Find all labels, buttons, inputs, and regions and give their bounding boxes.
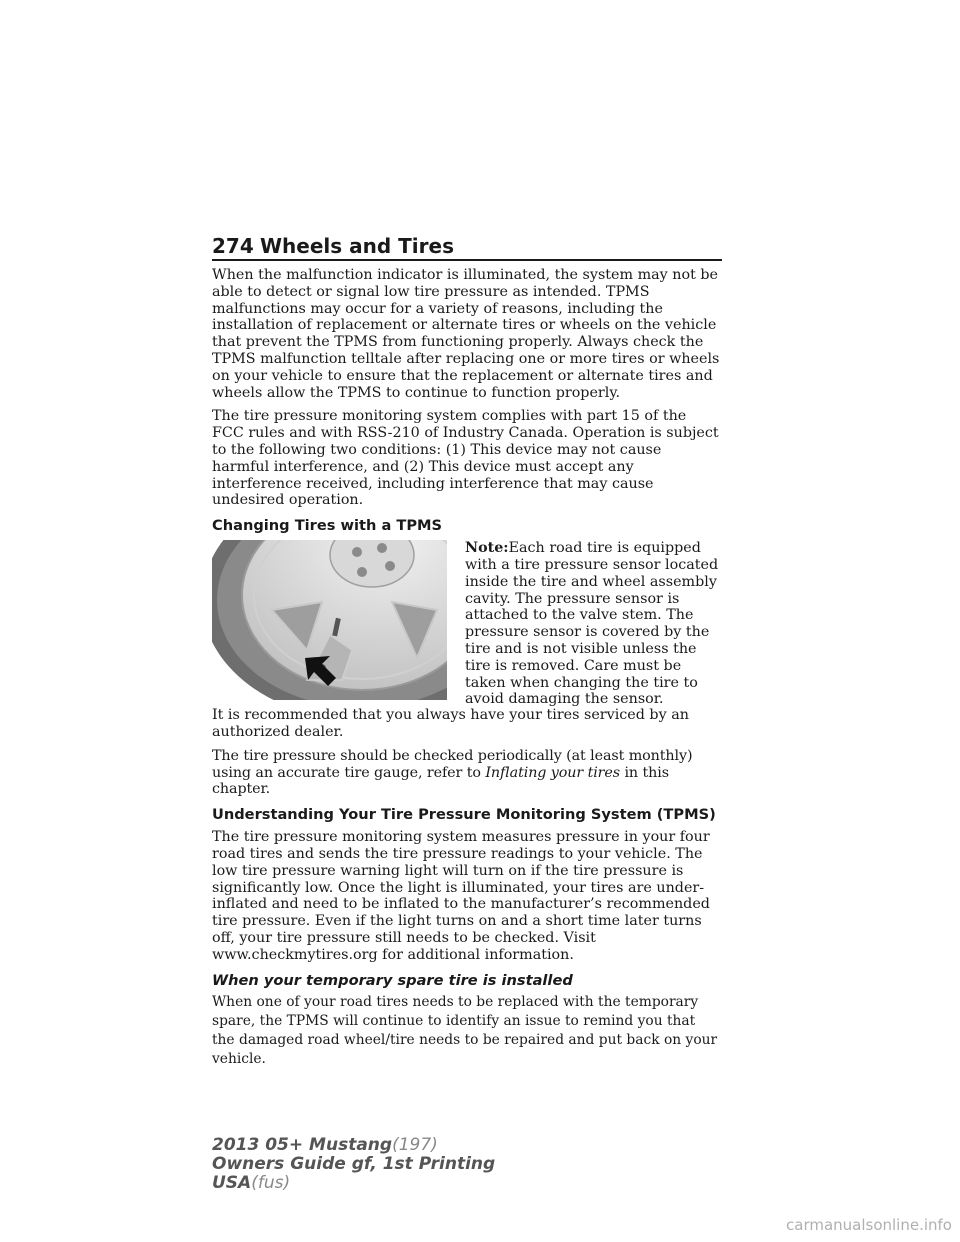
- tire-sensor-illustration: [212, 540, 447, 700]
- page-number: 274: [212, 234, 254, 258]
- paragraph-dealer: It is recommended that you always have your tires serviced by an authorized dealer.: [212, 707, 689, 740]
- page-footer: [212, 1136, 495, 1193]
- note-text: Each road tire is equipped with a tire pressure sensor located inside the tire and wheel assembly cavity. The pressure sensor is attached to the valve stem. The pressure sensor is covered by the tire and is not visible unless the tire is removed. Care must be taken when changing the tire to avoid damaging the sensor.: [465, 540, 719, 708]
- footer-line-market: USA(fus): [212, 1173, 291, 1193]
- heading-changing-tires: Changing Tires with a TPMS: [212, 517, 443, 535]
- footer-line-model: 2013 05+ Mustang(197): [212, 1135, 438, 1155]
- section-spare: [212, 972, 722, 1069]
- page-body: [212, 267, 722, 1076]
- paragraph-understanding: The tire pressure monitoring system measures pressure in your four road tires and sends the tire pressure readings to your vehicle. The low tire pressure warning light will turn on if the tire pressure is significantly low. Once the light is illuminated, your tires are under-inflated and need to be inflated to the manufacturer’s recommended tire pressure. Even if the light turns on and a short time later turns off, your tire pressure still needs to be checked. Visit www.checkmytires.org for additional information.: [212, 829, 710, 963]
- figure-row: [212, 540, 722, 708]
- heading-temporary-spare: When your temporary spare tire is installed: [212, 971, 573, 989]
- header-rule: [212, 259, 722, 261]
- heading-understanding-tpms: Understanding Your Tire Pressure Monitoring System (TPMS): [212, 806, 716, 824]
- link-inflating-your-tires[interactable]: Inflating your tires: [485, 764, 621, 781]
- paragraph-temporary-spare: When one of your road tires needs to be replaced with the temporary spare, the TPMS will continue to identify an issue to remind you that the damaged road wheel/tire needs to be repaired and put back on your vehicle.: [212, 993, 718, 1067]
- sensor-note: [465, 540, 722, 708]
- note-label: Note:: [465, 540, 509, 557]
- watermark: carmanualsonline.info: [786, 1216, 952, 1234]
- paragraph-fcc: The tire pressure monitoring system complies with part 15 of the FCC rules and with RSS-210 of Industry Canada. Operation is subject to the following two conditions: (1) This device may not cause harmful interference, and (2) This device must accept any interference received, including interference that may cause undesired operation.: [212, 408, 719, 509]
- paragraph-check-pressure: The tire pressure should be checked periodically (at least monthly) using an accurate tire gauge, refer to Inflating your tires in this chapter.: [212, 747, 693, 798]
- chapter-title: Wheels and Tires: [260, 234, 454, 258]
- footer-line-guide: Owners Guide gf, 1st Printing: [212, 1154, 496, 1174]
- paragraph-malfunction: When the malfunction indicator is illuminated, the system may not be able to detect or signal low tire pressure as intended. TPMS malfunctions may occur for a variety of reasons, including the installation of replacement or alternate tires or wheels on the vehicle that prevent the TPMS from functioning properly. Always check the TPMS malfunction telltale after replacing one or more tires or wheels on your vehicle to ensure that the replacement or alternate tires and wheels allow the TPMS to continue to function properly.: [212, 267, 720, 401]
